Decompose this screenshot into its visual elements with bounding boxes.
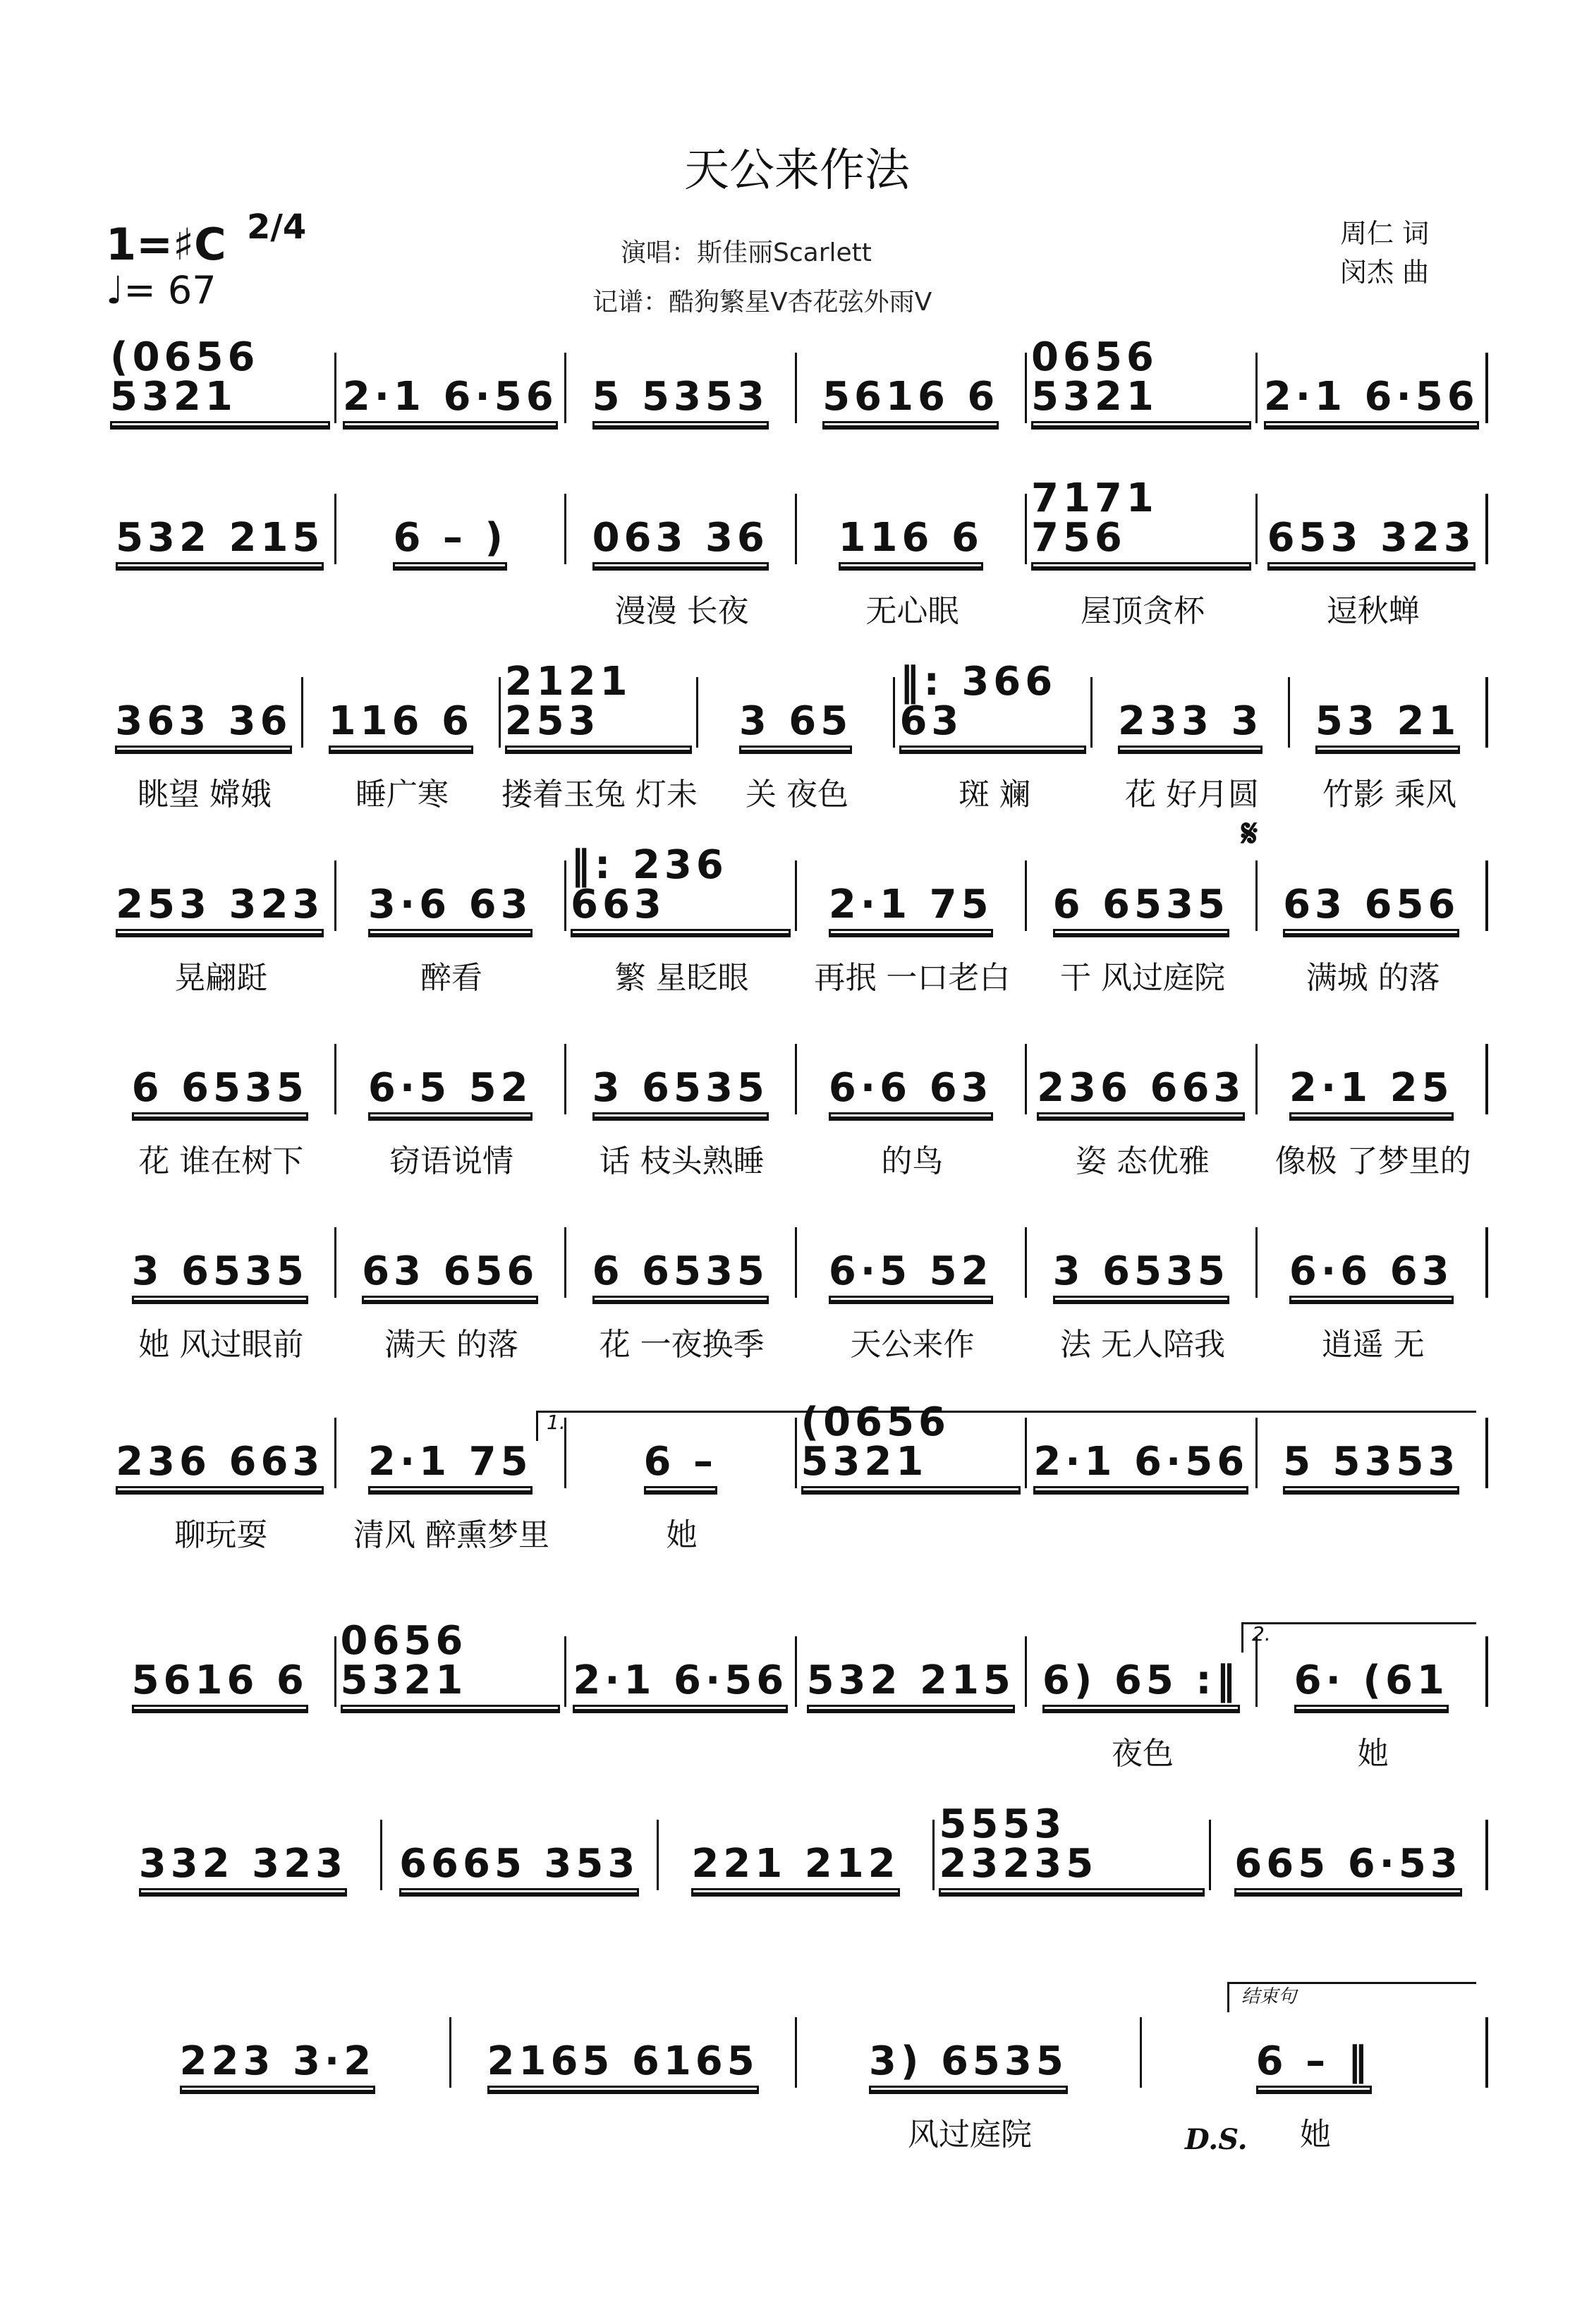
measure — [797, 1227, 1028, 1298]
measure-notes: 2·1 75 — [368, 1442, 533, 1488]
measure-notes: 3 65 — [739, 702, 852, 748]
measure — [1027, 1418, 1258, 1488]
lyric-text: 夜色 — [1112, 1736, 1174, 1772]
measure-notes: 6·5 52 — [368, 1069, 533, 1114]
lyric-text — [382, 1911, 659, 1961]
measure-notes: 532 215 — [807, 1661, 1015, 1707]
measure-notes: 6 6535 — [1053, 885, 1229, 931]
measure — [336, 1227, 567, 1298]
lyric-text — [106, 585, 336, 635]
measure-notes: 6665 353 — [399, 1844, 639, 1890]
notation-line — [106, 842, 1488, 931]
volta-2-label: 2. — [1252, 1622, 1271, 1645]
measure — [1027, 860, 1258, 931]
segno-sign: 𝄋 — [1241, 811, 1258, 856]
measure-notes: 2·1 6·56 — [343, 377, 558, 423]
lyric-text: 天公来作 — [850, 1327, 975, 1363]
lyric-text: 醉看 — [420, 960, 482, 996]
lyric-text: 花 一夜换季 — [599, 1327, 765, 1363]
lyric-text: 搂着玉兔 灯未 — [501, 777, 698, 813]
measure-notes: 063 36 — [592, 518, 769, 564]
lyric-text: 屋顶贪杯 — [1081, 593, 1205, 629]
measure-notes: (0656 5321 — [801, 1403, 1021, 1488]
dal-segno-marking: D.S. — [1185, 2123, 1248, 2156]
measure-notes: 5616 6 — [132, 1661, 308, 1707]
measure — [566, 1636, 797, 1707]
measure — [1258, 494, 1489, 564]
lyric-text: 像极 了梦里的 — [1274, 1143, 1471, 1179]
measure — [1258, 1227, 1489, 1298]
lyric-line — [106, 1728, 1488, 1777]
notation-line — [106, 334, 1488, 423]
measure-notes: 5 5353 — [592, 377, 769, 423]
measure-notes: ‖: 236 663 — [571, 846, 791, 931]
measure — [1027, 334, 1258, 423]
lyric-text — [566, 1728, 797, 1777]
measure-notes: 2·1 75 — [829, 885, 993, 931]
lyric-text — [336, 1728, 567, 1777]
measure-notes: 2·1 6·56 — [573, 1661, 788, 1707]
lyric-line — [106, 1911, 1488, 1961]
lyric-text: 聊玩耍 — [174, 1517, 268, 1553]
measure — [106, 334, 336, 423]
measure — [797, 860, 1028, 931]
measure-notes: 3·6 63 — [368, 885, 533, 931]
measure-notes: 3 6535 — [132, 1252, 308, 1298]
lyric-text — [659, 1911, 935, 1961]
lyric-text — [451, 2109, 797, 2158]
measure-notes: 5616 6 — [822, 377, 999, 423]
measure-notes: 5553 23235 — [939, 1805, 1205, 1890]
measure-notes: 6·6 63 — [829, 1069, 993, 1114]
measure-notes: 6 – — [644, 1442, 717, 1488]
measure-notes: 6·6 63 — [1289, 1252, 1454, 1298]
measure-notes: 0656 5321 — [341, 1622, 561, 1707]
measure — [935, 1801, 1211, 1890]
measure-notes: 6 – ‖ — [1256, 2042, 1372, 2088]
lyric-text: 话 枝头熟睡 — [599, 1143, 765, 1179]
measure-notes: 2·1 6·56 — [1033, 1442, 1248, 1488]
score-system — [106, 2003, 1488, 2186]
measure-notes: 6 6535 — [132, 1069, 308, 1114]
score-system — [106, 1213, 1488, 1397]
measure — [895, 659, 1093, 748]
measure — [1258, 1418, 1489, 1488]
singer-credit: 演唱：斯佳丽Scarlett — [621, 238, 872, 267]
lyric-text — [106, 2109, 451, 2158]
measure-notes: 221 212 — [691, 1844, 899, 1890]
measure-notes: 2·1 6·56 — [1264, 377, 1479, 423]
notation-line — [106, 1213, 1488, 1298]
lyric-text: 逍遥 无 — [1321, 1327, 1425, 1363]
measure — [106, 1418, 336, 1488]
lyric-text: 逗秋蝉 — [1326, 593, 1420, 629]
notation-line — [106, 1399, 1488, 1488]
measure — [1258, 860, 1489, 931]
measure — [106, 1636, 336, 1707]
measure-notes: 665 6·53 — [1234, 1844, 1462, 1890]
measure — [797, 1636, 1028, 1707]
measure-notes: 6) 65 :‖ — [1042, 1661, 1240, 1707]
measure — [1290, 677, 1488, 748]
lyric-text — [935, 1911, 1212, 1961]
notation-line — [106, 2003, 1488, 2088]
measure-notes: 332 323 — [139, 1844, 347, 1890]
measure — [1027, 1636, 1258, 1707]
measure-notes: ‖: 366 63 — [899, 662, 1086, 748]
lyric-line — [106, 952, 1488, 1002]
lyric-line — [106, 585, 1488, 635]
lyric-text — [106, 1728, 336, 1777]
measure-notes: 236 663 — [116, 1442, 324, 1488]
measure — [501, 659, 698, 748]
measure — [336, 1044, 567, 1114]
measure — [566, 353, 797, 423]
measure-notes: 3 6535 — [1053, 1252, 1229, 1298]
measure — [336, 860, 567, 931]
measure — [451, 2017, 797, 2088]
measure-notes: 3 6535 — [592, 1069, 769, 1114]
measure-notes: 233 3 — [1118, 702, 1263, 748]
measure — [106, 1227, 336, 1298]
ending-label: 结束句 — [1241, 1986, 1297, 2007]
lyric-text: 干 风过庭院 — [1060, 960, 1226, 996]
lyric-text — [1258, 1509, 1488, 1559]
measure-notes: 53 21 — [1315, 702, 1460, 748]
measure-notes: 63 656 — [1283, 885, 1459, 931]
measure — [106, 2017, 451, 2088]
lyric-text: 满城 的落 — [1306, 960, 1440, 996]
measure-notes: 116 6 — [839, 518, 983, 564]
lyric-text: 花 谁在树下 — [138, 1143, 304, 1179]
measure-notes: 2121 253 — [505, 662, 692, 748]
measure — [797, 1044, 1028, 1114]
measure-notes: 532 215 — [116, 518, 324, 564]
measure — [1093, 677, 1290, 748]
measure-notes: 6·5 52 — [829, 1252, 993, 1298]
measure-notes: 2·1 25 — [1289, 1069, 1454, 1114]
lyric-text: 窃语说情 — [389, 1143, 513, 1179]
measure — [106, 494, 336, 564]
lyric-text — [797, 1728, 1028, 1777]
measure — [382, 1820, 659, 1890]
measure-notes: 6· (61 — [1294, 1661, 1449, 1707]
lyric-text: 眺望 嫦娥 — [138, 777, 272, 813]
score-system — [106, 475, 1488, 663]
lyric-text: 关 夜色 — [746, 777, 848, 813]
measure-notes: 236 663 — [1037, 1069, 1245, 1114]
measure — [1258, 1044, 1489, 1114]
lyric-text: 再抿 一口老白 — [814, 960, 1011, 996]
lyric-line — [106, 1509, 1488, 1559]
lyric-text — [797, 1509, 1028, 1559]
measure-notes: 6 6535 — [592, 1252, 769, 1298]
measure — [1258, 1636, 1489, 1707]
lyric-text: 花 好月圆 — [1125, 777, 1259, 813]
notation-line — [106, 1801, 1488, 1890]
measure-notes: (0656 5321 — [110, 338, 330, 423]
lyric-text: 满天 的落 — [384, 1327, 518, 1363]
lyric-line — [106, 1319, 1488, 1368]
measure-notes: 0656 5321 — [1031, 338, 1251, 423]
measure — [797, 494, 1028, 564]
score-system — [106, 1399, 1488, 1587]
measure — [1027, 475, 1258, 564]
score-system — [106, 1618, 1488, 1806]
lyric-line — [106, 2109, 1488, 2158]
key-signature: 1=♯C — [106, 219, 226, 270]
score-system — [106, 1801, 1488, 1989]
measure-notes: 6 – ) — [393, 518, 507, 564]
lyric-text: 姿 态优雅 — [1076, 1143, 1210, 1179]
measure — [1211, 1820, 1488, 1890]
measure — [1027, 1044, 1258, 1114]
composer-credit: 闵杰 曲 — [1340, 257, 1430, 288]
lyric-text: 清风 醉熏梦里 — [353, 1517, 549, 1553]
measure — [698, 677, 896, 748]
lyricist-credit: 周仁 词 — [1340, 218, 1430, 249]
measure — [566, 1227, 797, 1298]
measure — [566, 1044, 797, 1114]
measure — [1142, 2017, 1488, 2088]
lyric-text — [106, 1911, 382, 1961]
measure — [659, 1820, 935, 1890]
lyric-line — [106, 1136, 1488, 1185]
score-system — [106, 659, 1488, 846]
measure-notes: 116 6 — [329, 702, 473, 748]
lyric-text: 漫漫 长夜 — [614, 593, 749, 629]
lyric-text: 睡广寒 — [355, 777, 449, 813]
measure-notes: 2165 6165 — [487, 2042, 759, 2088]
notation-line — [106, 475, 1488, 564]
measure — [336, 494, 567, 564]
time-signature: 2/4 — [247, 207, 307, 247]
notation-line — [106, 1618, 1488, 1707]
lyric-text — [1212, 1911, 1488, 1961]
measure-notes: 653 323 — [1267, 518, 1476, 564]
lyric-line — [106, 769, 1488, 818]
measure — [336, 1618, 567, 1707]
measure — [797, 353, 1028, 423]
measure — [106, 860, 336, 931]
measure-notes: 223 3·2 — [180, 2042, 376, 2088]
measure — [566, 494, 797, 564]
measure-notes: 63 656 — [362, 1252, 538, 1298]
lyric-text: 法 无人陪我 — [1060, 1327, 1226, 1363]
lyric-text: 繁 星眨眼 — [614, 960, 749, 996]
lyric-text: 风过庭院 — [908, 2117, 1032, 2153]
lyric-text: 无心眠 — [865, 593, 959, 629]
tempo-marking: ♩= 67 — [106, 268, 217, 312]
score-title: 天公来作法 — [684, 145, 910, 197]
lyric-text: 斑 斓 — [959, 777, 1030, 813]
volta-1-label: 1. — [547, 1411, 566, 1434]
measure — [566, 1418, 797, 1488]
lyric-text: 晃翩跹 — [174, 960, 268, 996]
measure-notes: 3) 6535 — [869, 2042, 1068, 2088]
lyric-text: 她 — [1357, 1736, 1389, 1772]
measure — [303, 677, 501, 748]
measure — [106, 677, 303, 748]
measure-notes: 5 5353 — [1283, 1442, 1459, 1488]
score-system — [106, 1030, 1488, 1213]
measure-notes: 7171 756 — [1031, 479, 1251, 564]
measure-notes: 363 36 — [115, 702, 291, 748]
measure-notes: 253 323 — [116, 885, 324, 931]
measure — [336, 1418, 567, 1488]
lyric-text: 她 风过眼前 — [138, 1327, 304, 1363]
measure — [1258, 353, 1489, 423]
lyric-text: 她 — [666, 1517, 698, 1553]
lyric-text: 她 — [1300, 2117, 1331, 2153]
score-system — [106, 842, 1488, 1030]
measure — [106, 1044, 336, 1114]
transcriber-credit: 记谱：酷狗繁星V杏花弦外雨V — [592, 288, 932, 317]
lyric-text: 的鸟 — [881, 1143, 944, 1179]
measure — [566, 842, 797, 931]
notation-line — [106, 659, 1488, 748]
measure — [797, 2017, 1143, 2088]
notation-line — [106, 1030, 1488, 1114]
measure — [106, 1820, 382, 1890]
measure — [336, 353, 567, 423]
lyric-text — [1028, 1509, 1258, 1559]
lyric-text — [336, 585, 567, 635]
lyric-text: 竹影 乘风 — [1322, 777, 1456, 813]
measure — [797, 1399, 1028, 1488]
measure — [1027, 1227, 1258, 1298]
